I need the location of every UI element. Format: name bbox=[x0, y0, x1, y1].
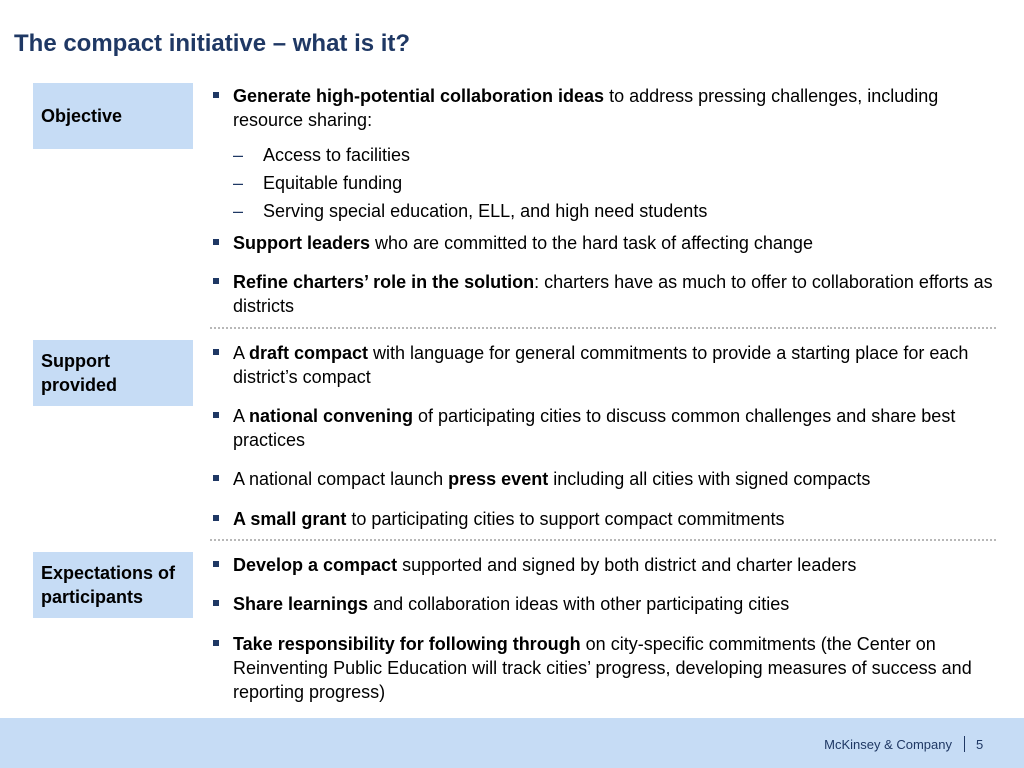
bullet-prefix: A bbox=[233, 406, 250, 426]
bullet-text: on city-specific commitments (the Center on Reinventing Public Education will track cities’ progress, developing measures of success and reporting progress) bbox=[233, 634, 972, 702]
objective-sub-item-2 bbox=[233, 171, 1003, 195]
slide-title: The compact initiative – what is it? bbox=[14, 30, 411, 57]
bullet-text: to address pressing challenges, including resource sharing: bbox=[233, 86, 939, 130]
sub-item-text: Serving special education, ELL, and high need students bbox=[263, 201, 708, 221]
objective-sub-item-3 bbox=[233, 199, 1003, 223]
support-bullet-3 bbox=[233, 467, 1003, 491]
sub-item-text: Equitable funding bbox=[263, 173, 403, 193]
bullet-bold: press event bbox=[448, 469, 549, 489]
support-bullet-2 bbox=[233, 404, 1003, 452]
bullet-text: including all cities with signed compacts bbox=[548, 469, 871, 489]
bullet-prefix: A national compact launch bbox=[233, 469, 449, 489]
objective-bullet-3 bbox=[233, 270, 1003, 318]
bullet-text: who are committed to the hard task of affecting change bbox=[370, 233, 813, 253]
page-number: 5 bbox=[976, 737, 984, 752]
bullet-text: and collaboration ideas with other participating cities bbox=[368, 594, 790, 614]
objective-bullet-2 bbox=[233, 231, 1003, 255]
dash-marker: – bbox=[233, 201, 244, 221]
bullet-bold: A small grant bbox=[233, 509, 347, 529]
bullet-text: of participating cities to discuss common challenges and share best practices bbox=[233, 406, 956, 450]
dash-marker: – bbox=[233, 173, 244, 193]
footer-separator bbox=[964, 736, 965, 752]
objective-sub-item-1 bbox=[233, 143, 1003, 167]
label-support-text: Support provided bbox=[41, 351, 118, 395]
footer-bar bbox=[0, 718, 1024, 768]
objective-bullet-1 bbox=[233, 84, 1003, 132]
expectations-bullet-2 bbox=[233, 592, 1003, 616]
dash-marker: – bbox=[233, 145, 244, 165]
support-bullet-4 bbox=[233, 507, 1003, 531]
bullet-bold: Share learnings bbox=[233, 594, 369, 614]
label-objective bbox=[33, 83, 193, 149]
footer-brand: McKinsey & Company bbox=[824, 737, 952, 752]
label-support-provided bbox=[33, 340, 193, 406]
bullet-text: with language for general commitments to provide a starting place for each district’s compact bbox=[233, 343, 969, 387]
bullet-bold: Generate high-potential collaboration ideas bbox=[233, 86, 605, 106]
section-divider bbox=[210, 327, 996, 329]
expectations-bullet-1 bbox=[233, 553, 1003, 577]
support-bullet-1 bbox=[233, 341, 1003, 389]
bullet-bold: Take responsibility for following through bbox=[233, 634, 581, 654]
label-objective-text: Objective bbox=[41, 106, 123, 126]
bullet-bold: national convening bbox=[249, 406, 414, 426]
bullet-bold: draft compact bbox=[249, 343, 369, 363]
label-expectations bbox=[33, 552, 193, 618]
section-divider bbox=[210, 539, 996, 541]
bullet-text: supported and signed by both district and charter leaders bbox=[397, 555, 857, 575]
sub-item-text: Access to facilities bbox=[263, 145, 411, 165]
bullet-text: : charters have as much to offer to collaboration efforts as districts bbox=[233, 272, 993, 316]
bullet-bold: Develop a compact bbox=[233, 555, 398, 575]
bullet-bold: Refine charters’ role in the solution bbox=[233, 272, 535, 292]
expectations-bullet-3 bbox=[233, 632, 1003, 704]
bullet-text: to participating cities to support compact commitments bbox=[346, 509, 785, 529]
bullet-prefix: A bbox=[233, 343, 250, 363]
bullet-bold: Support leaders bbox=[233, 233, 371, 253]
label-expectations-text: Expectations of participants bbox=[41, 563, 176, 607]
